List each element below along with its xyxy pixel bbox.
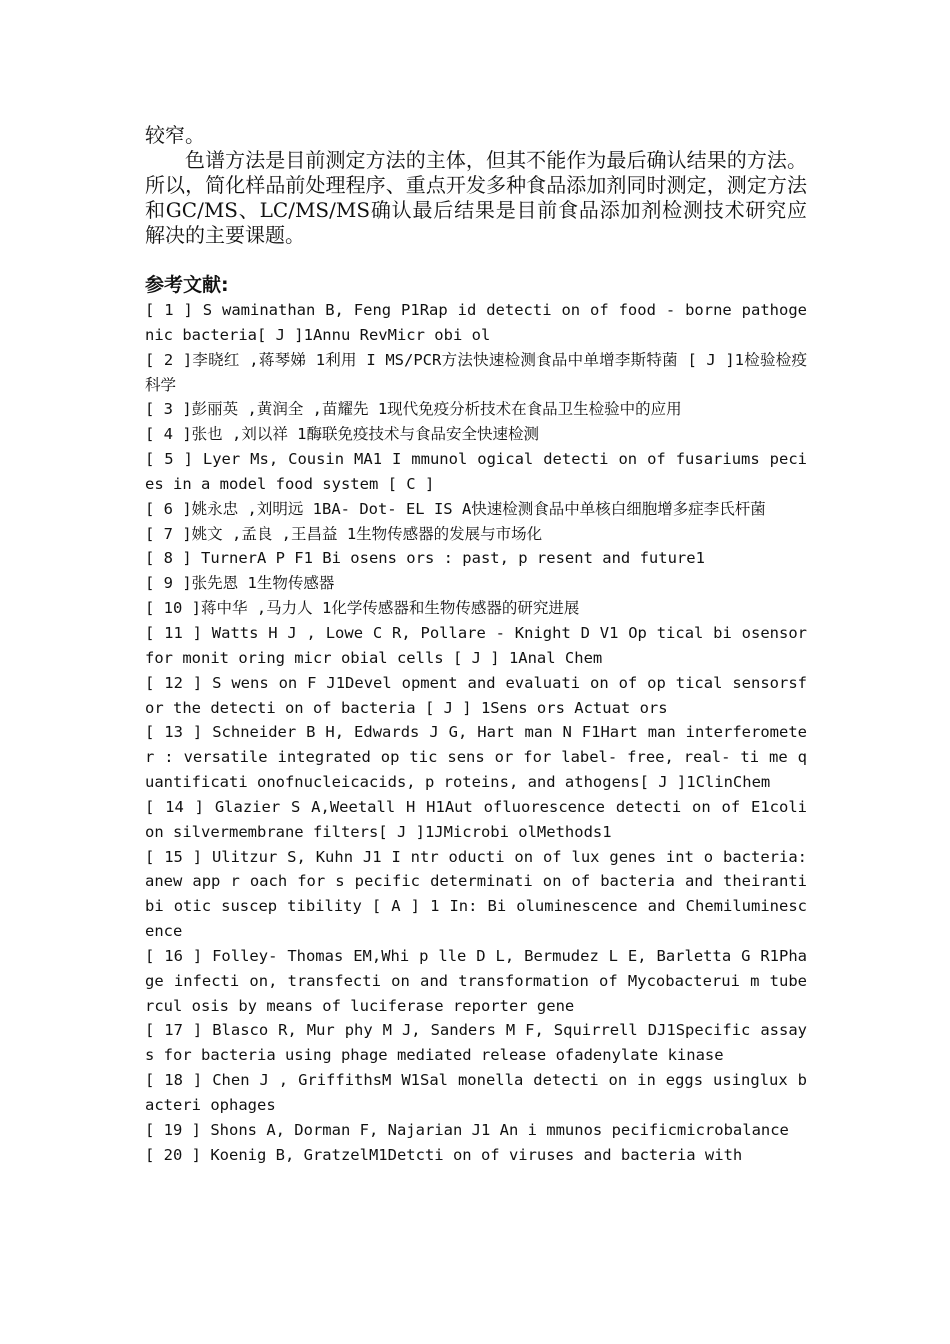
reference-item-12: [ 12 ] S wens on F J1Devel opment and evaluati on of op tical sensorsfor the detecti on of bacteria [ J ] 1Sens ors Actuat ors — [145, 673, 807, 717]
references-heading: 参考文献: — [145, 274, 229, 296]
reference-item-15: [ 15 ] Ulitzur S, Kuhn J1 I ntr oducti on of lux genes int o bacteria: anew app r oach for s pecific determinati on of bacteria and theirantibi otic suscep tibility [ A ] 1 In: Bi oluminescence and Chemiluminescence — [145, 847, 807, 941]
reference-item-6: [ 6 ]姚永忠 ,刘明远 1BA- Dot- EL IS A快速检测食品中单核白细胞增多症李氏杆菌 — [145, 499, 766, 518]
reference-item-20: [ 20 ] Koenig B, GratzelM1Detcti on of viruses and bacteria with — [145, 1145, 743, 1164]
reference-item-4: [ 4 ]张也 ,刘以祥 1酶联免疫技术与食品安全快速检测 — [145, 425, 539, 444]
reference-item-5: [ 5 ] Lyer Ms, Cousin MA1 I mmunol ogical detecti on of fusariums pecies in a model food system [ C ] — [145, 450, 807, 493]
reference-item-10: [ 10 ]蒋中华 ,马力人 1化学传感器和生物传感器的研究进展 — [145, 599, 580, 618]
page-content — [145, 123, 807, 1168]
reference-item-7: [ 7 ]姚文 ,孟良 ,王昌益 1生物传感器的发展与市场化 — [145, 524, 543, 543]
reference-item-2: [ 2 ]李晓红 ,蒋琴娣 1利用 I MS/PCR方法快速检测食品中单增李斯特菌 [ J ]1检验检疫科学 — [145, 350, 807, 394]
reference-item-13: [ 13 ] Schneider B H, Edwards J G, Hart man N F1Hart man interferometer : versatile integrated op tic sens or for label- free, real- ti me quantificati onofnucleicacids, p roteins, and athogens[ J ]1ClinChem — [145, 723, 807, 792]
reference-item-19: [ 19 ] Shons A, Dorman F, Najarian J1 An i mmunos pecificmicrobalance — [145, 1120, 789, 1139]
reference-list — [145, 298, 807, 1168]
reference-item-8: [ 8 ] TurnerA P F1 Bi osens ors : past, p resent and future1 — [145, 549, 705, 568]
reference-item-16: [ 16 ] Folley- Thomas EM,Whi p lle D L, Bermudez L E, Barletta G R1Phage infecti on, transfecti on and transformation of Mycobacterui m tubercul osis by means of luciferase reporter gene — [145, 946, 807, 1015]
reference-item-14: [ 14 ] Glazier S A,Weetall H H1Aut ofluorescence detecti on of E1coli on silvermembrane filters[ J ]1JMicrobi olMethods1 — [145, 797, 807, 841]
body-paragraph-conclusion: 色谱方法是目前测定方法的主体，但其不能作为最后确认结果的方法。所以，简化样品前处理程序、重点开发多种食品添加剂同时测定，测定方法和GC/MS、LC/MS/MS确认最后结果是目前食品添加剂检测技术研究应解决的主要课题。 — [145, 148, 807, 247]
reference-item-17: [ 17 ] Blasco R, Mur phy M J, Sanders M F, Squirrell DJ1Specific assays for bacteria using phage mediated release ofadenylate kinase — [145, 1021, 807, 1065]
reference-item-1: [ 1 ] S waminathan B, Feng P1Rap id detecti on of food - borne pathogenic bacteria[ J ]1Annu RevMicr obi ol — [145, 301, 807, 344]
reference-item-3: [ 3 ]彭丽英 ,黄润全 ,苗耀先 1现代免疫分析技术在食品卫生检验中的应用 — [145, 400, 682, 419]
reference-item-9: [ 9 ]张先恩 1生物传感器 — [145, 574, 335, 593]
reference-item-11: [ 11 ] Watts H J , Lowe C R, Pollare - Knight D V1 Op tical bi osensor for monit oring micr obial cells [ J ] 1Anal Chem — [145, 623, 807, 667]
reference-item-18: [ 18 ] Chen J , GriffithsM W1Sal monella detecti on in eggs usinglux bacteri ophages — [145, 1071, 807, 1114]
body-paragraph-fragment: 较窄。 — [145, 123, 205, 147]
